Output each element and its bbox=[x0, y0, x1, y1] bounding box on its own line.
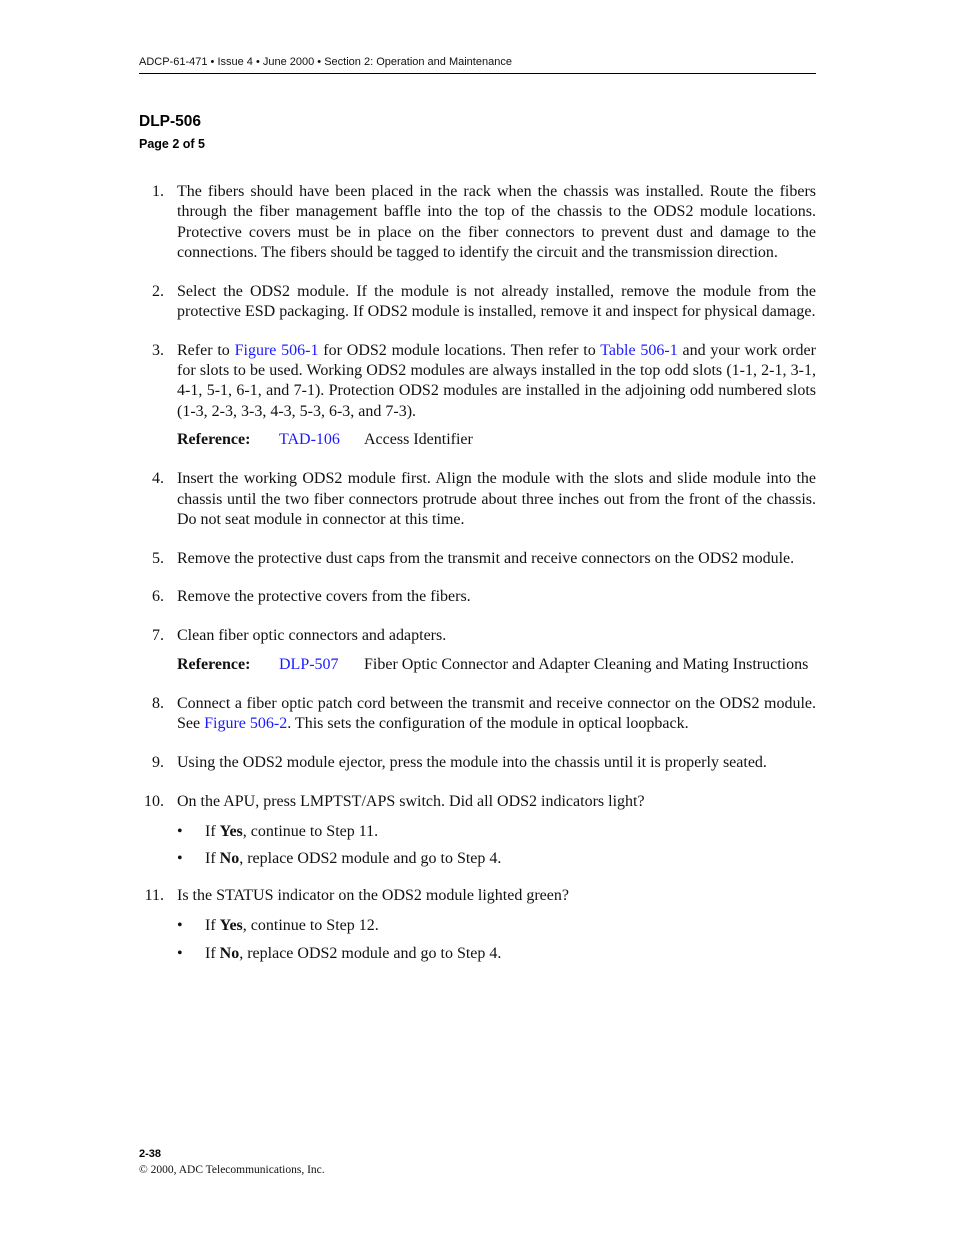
step-number: 8. bbox=[152, 694, 164, 712]
step-number: 9. bbox=[152, 753, 164, 771]
step-text bbox=[177, 694, 816, 735]
step-7 bbox=[139, 626, 816, 646]
step-text-part: and your work order for slots to be used. Working ODS2 modules are always installed in the top odd slots (1-1, 2-1, 3-1, 4-1, 5-1, 6-1, and 7-1). Protection ODS2 modules are installed in the adjoining odd numbered slots (1-3, 2-3, 3-3, 4-3, 5-3, 6-3, and 7-3). bbox=[177, 341, 816, 420]
bullet-text: If bbox=[205, 916, 220, 934]
reference-label: Reference: bbox=[177, 656, 251, 674]
step-text: Select the ODS2 module. If the module is not already installed, remove the module from the protective ESD packaging. If ODS2 module is installed, remove it and inspect for physical damage. bbox=[177, 282, 816, 320]
step-number: 2. bbox=[152, 282, 164, 300]
bullet-answer: No bbox=[219, 944, 240, 962]
bullet-answer: Yes bbox=[219, 916, 243, 934]
step-3 bbox=[139, 341, 816, 422]
bullet-mark: • bbox=[177, 822, 183, 840]
bullet-text: , continue to Step 11. bbox=[242, 822, 379, 840]
bullet-text: , replace ODS2 module and go to Step 4. bbox=[239, 850, 502, 868]
reference-dlp-507 bbox=[139, 655, 816, 675]
step-2 bbox=[139, 282, 816, 323]
figure-506-1-link[interactable]: Figure 506-1 bbox=[234, 341, 319, 359]
running-header: ADCP-61-471 • Issue 4 • June 2000 • Section 2: Operation and Maintenance bbox=[139, 56, 512, 68]
page-number: 2-38 bbox=[139, 1148, 162, 1160]
step-text: The fibers should have been placed in the rack when the chassis was installed. Route the fibers through the fiber management baffle into the top of the chassis to the ODS2 module locations. Protective covers must be in place on the fiber connectors to prevent dust and damage to the connections. The fibers should be tagged to identify the circuit and the transmission direction. bbox=[177, 183, 816, 261]
step-text: On the APU, press LMPTST/APS switch. Did all ODS2 indicators light? bbox=[177, 792, 645, 810]
step-text-part: . This sets the configuration of the module in optical loopback. bbox=[287, 715, 689, 733]
step-number: 3. bbox=[152, 341, 164, 359]
copyright: © 2000, ADC Telecommunications, Inc. bbox=[139, 1164, 325, 1176]
step-text: Is the STATUS indicator on the ODS2 module lighted green? bbox=[177, 887, 569, 905]
step-text: Using the ODS2 module ejector, press the module into the chassis until it is properly seated. bbox=[177, 753, 767, 771]
step-text-part: Connect a fiber optic patch cord between the transmit and receive connector on the ODS2 module. See bbox=[177, 694, 816, 733]
bullet-text: If bbox=[205, 822, 220, 840]
bullet-text: If bbox=[205, 944, 220, 962]
step-text: Clean fiber optic connectors and adapters. bbox=[177, 627, 447, 645]
step-text-part: Refer to bbox=[177, 341, 235, 359]
step-text-part: for ODS2 module locations. Then refer to bbox=[318, 341, 601, 359]
bullet-answer: Yes bbox=[219, 822, 243, 840]
figure-506-2-link[interactable]: Figure 506-2 bbox=[204, 715, 288, 733]
bullet-mark: • bbox=[177, 944, 183, 962]
reference-label: Reference: bbox=[177, 431, 251, 449]
bullet-item bbox=[139, 916, 816, 936]
step-6 bbox=[139, 587, 816, 607]
step-10 bbox=[139, 792, 816, 812]
reference-tad-106 bbox=[139, 430, 816, 450]
step-number: 5. bbox=[152, 549, 164, 567]
procedure-id: DLP-506 bbox=[139, 113, 202, 130]
step-number: 11. bbox=[144, 887, 164, 905]
step-number: 4. bbox=[152, 470, 164, 488]
procedure-body bbox=[139, 182, 816, 981]
bullet-mark: • bbox=[177, 916, 183, 934]
bullet-mark: • bbox=[177, 850, 183, 868]
header-rule bbox=[139, 73, 816, 74]
step-number: 10. bbox=[144, 792, 164, 810]
bullet-item bbox=[139, 944, 816, 964]
table-506-1-link[interactable]: Table 506-1 bbox=[600, 341, 678, 359]
step-number: 6. bbox=[152, 588, 164, 606]
dlp-507-link[interactable]: DLP-507 bbox=[279, 656, 339, 674]
step-9 bbox=[139, 753, 816, 773]
step-text: Remove the protective dust caps from the transmit and receive connectors on the ODS2 module. bbox=[177, 549, 795, 567]
bullet-item bbox=[139, 822, 816, 842]
page-indicator: Page 2 of 5 bbox=[139, 137, 205, 151]
bullet-text: , continue to Step 12. bbox=[242, 916, 379, 934]
tad-106-link[interactable]: TAD-106 bbox=[279, 431, 340, 449]
bullet-answer: No bbox=[219, 850, 240, 868]
step-8 bbox=[139, 694, 816, 735]
reference-description: Access Identifier bbox=[364, 431, 473, 449]
step-1 bbox=[139, 182, 816, 263]
step-text: Remove the protective covers from the fibers. bbox=[177, 588, 471, 606]
step-number: 1. bbox=[152, 183, 164, 200]
bullet-text: , replace ODS2 module and go to Step 4. bbox=[239, 944, 502, 962]
step-11 bbox=[139, 886, 816, 906]
step-number: 7. bbox=[152, 627, 164, 645]
step-4 bbox=[139, 469, 816, 530]
bullet-item bbox=[139, 849, 816, 869]
bullet-text: If bbox=[205, 850, 220, 868]
step-text bbox=[177, 341, 816, 422]
step-5 bbox=[139, 549, 816, 569]
reference-description: Fiber Optic Connector and Adapter Cleaning and Mating Instructions bbox=[364, 656, 809, 674]
step-text: Insert the working ODS2 module first. Align the module with the slots and slide module into the chassis until the two fiber connectors protrude about three inches out from the front of the chassis. Do not seat module in connector at this time. bbox=[177, 470, 816, 528]
